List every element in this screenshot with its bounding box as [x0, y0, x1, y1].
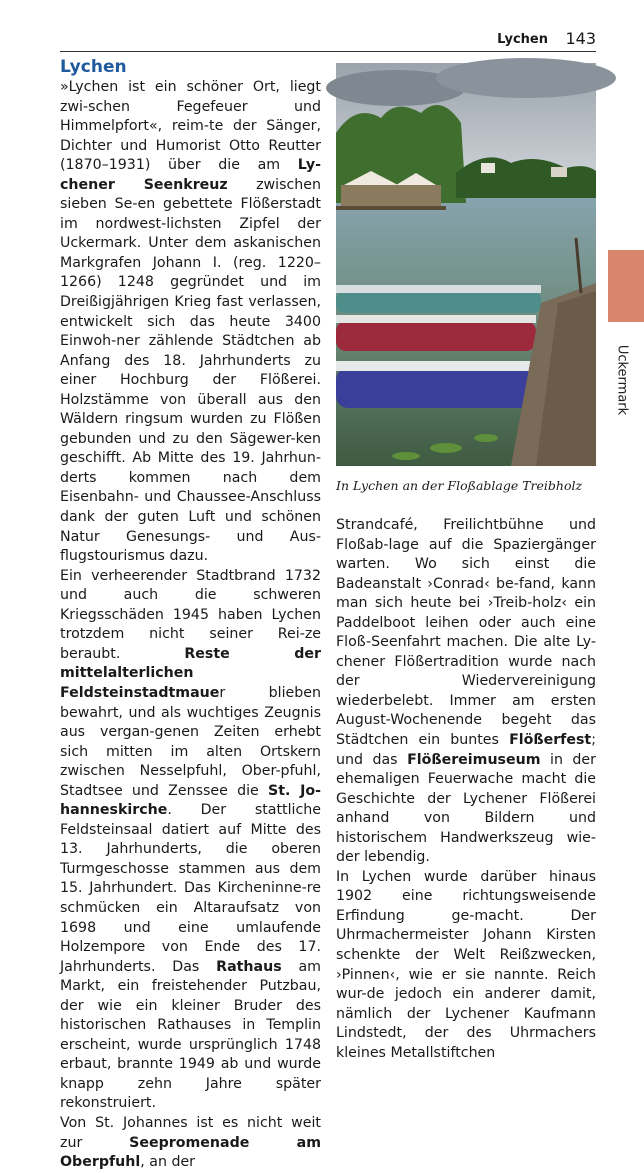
bold-term: Reste der mittelalterlichen Feldsteinstadtmaue — [60, 645, 321, 701]
paragraph-flosserei: Strandcafé, Freilichtbühne und Floßab-lage auf die Spaziergänger warten. Wo sich einst die Badeanstalt ›Conrad‹ be-fand, kann man sich heute bei ›Treib-holz‹ ein Paddelboot leihen oder auch eine Floß-Seenfahrt machen. Die alte Ly-chener Flößertradition wurde nach der Wiedervereinigung wiederbelebt. Immer am ersten August-Wochenende begeht das Städtchen ein buntes Flößerfest; und das Flößereimuseum in der ehemaligen Feuerwache macht die Geschichte der Lychener Flößerei anhand von Bildern und historischem Handwerkszeug wie-der lebendig. — [336, 517, 596, 866]
photo-caption: In Lychen an der Floßablage Treibholz — [336, 478, 583, 493]
chapter-color-tab — [608, 250, 644, 322]
bold-term: Ly-chener Seenkreuz — [60, 157, 321, 193]
running-head — [60, 30, 596, 50]
bold-term: Seepromenade am Oberpfuhl — [60, 1134, 321, 1171]
page-number: 143 — [565, 29, 596, 48]
right-column — [336, 516, 596, 1063]
paragraph-invention: In Lychen wurde darüber hinaus 1902 eine richtungsweisende Erfindung ge-macht. Der Uhrmachermeister Johann Kirsten schenkte der Welt Reißzwecken, ›Pinnen‹, wie er sie nannte. Reich wur-de jedoch ein anderer damit, nämlich der Lychener Kaufmann Lindstedt, der des Uhrmachers kleines Metallstiftchen — [336, 868, 596, 1061]
section-heading: Lychen — [60, 57, 127, 77]
chapter-label: Uckermark — [614, 344, 630, 416]
header-rule — [60, 51, 596, 52]
chapter-side-label — [612, 340, 632, 420]
lake-boats-photo — [336, 63, 596, 466]
bold-term: Rathaus — [216, 958, 282, 975]
paragraph-intro: »Lychen ist ein schöner Ort, liegt zwi-schen Fegefeuer und Himmelpfort«, reim-te der Sänger, Dichter und Humorist Otto Reutter (1870–1931) über die am Ly-chener Seenkreuz zwischen sieben Se-en gebettete Flößerstadt im nordwest-lichsten Zipfel der Uckermark. Unter dem askanischen Markgrafen Johann I. (reg. 1220–1266) 1248 gegründet und im Dreißigjährigen Krieg fast verlassen, entwickelt sich das heute 3400 Einwoh-ner zählende Städtchen ab Anfang des 18. Jahrhunderts zu einer Hochburg der Flößerei. Holzstämme von überall aus den Wäldern ringsum wurden zu Flößen gebunden und zu den Sägewer-ken geschifft. Ab Mitte des 19. Jahrhun-derts kommen nach dem Eisenbahn- und Chaussee-Anschluss dank der guten Luft und schönen Natur Genesungs- und Aus-flugstourismus dazu. — [60, 79, 321, 565]
bold-term: Flößerfest — [509, 732, 592, 749]
bold-term: Flößereimuseum — [407, 751, 541, 768]
left-column — [60, 56, 321, 1173]
bold-term: St. Jo-hanneskirche — [60, 782, 321, 819]
running-head-title: Lychen — [497, 32, 548, 47]
paragraph-history: Ein verheerender Stadtbrand 1732 und auch die schweren Kriegsschäden 1945 haben Lychen trotzdem nicht seiner Rei-ze beraubt. Reste der mittelalterlichen Feldsteinstadtmauer blieben bewahrt, und als wuchtiges Zeugnis aus vergan-genen Zeiten erhebt sich mitten im alten Ortskern zwischen Nesselpfuhl, Ober-pfuhl, Stadtsee und Zenssee die St. Jo-hanneskirche. Der stattliche Feldsteinsaal datiert auf Mitte des 13. Jahrhunderts, die oberen Turmgeschosse stammen aus dem 15. Jahrhundert. Das Kircheninne-re schmücken ein Altaraufsatz von 1698 und eine umlaufende Holzempore von Ende des 17. Jahrhunderts. Das Rathaus am Markt, ein freistehender Putzbau, der wie ein kleiner Bruder des historischen Rathauses in Templin erscheint, wurde ursprünglich 1748 erbaut, brannte 1949 ab und wurde knapp zehn Jahre später rekonstruiert. — [60, 567, 321, 1112]
paragraph-promenade: Von St. Johannes ist es nicht weit zur Seepromenade am Oberpfuhl, an der — [60, 1114, 321, 1171]
